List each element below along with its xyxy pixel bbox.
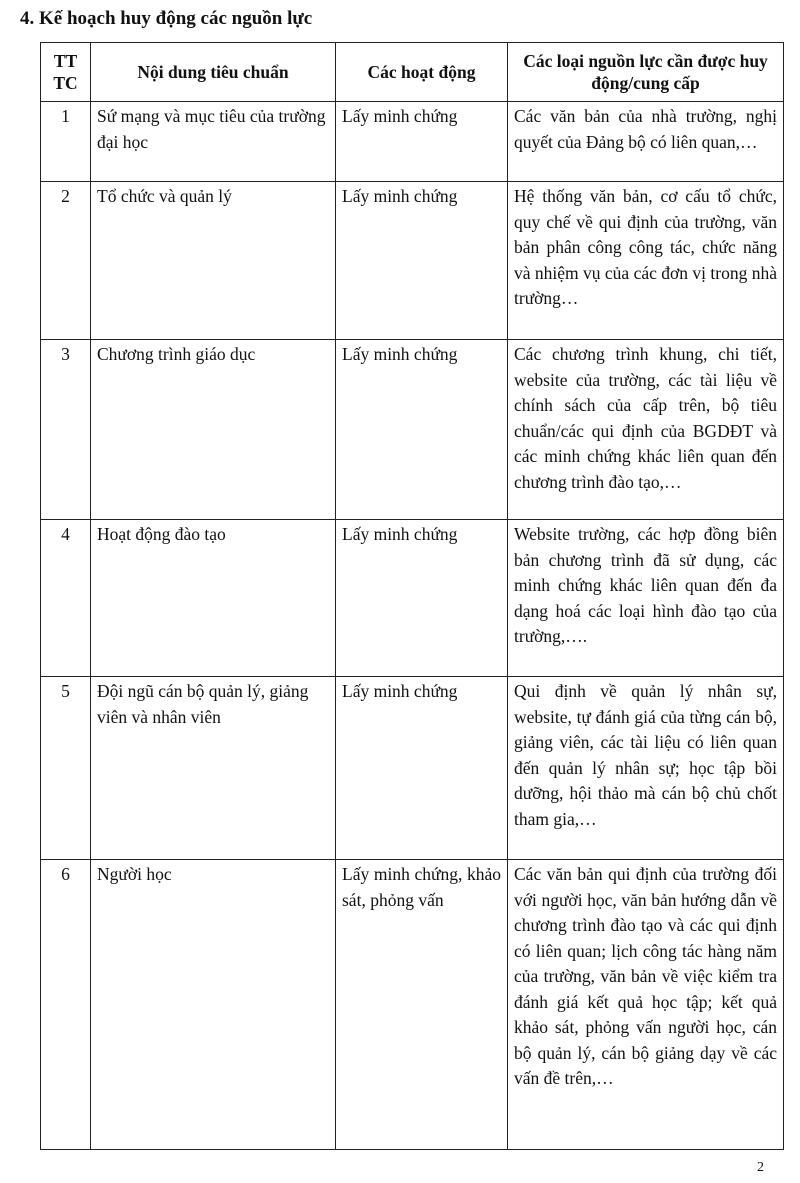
header-no: TT TC (41, 43, 91, 102)
row-resources: Các văn bản qui định của trường đối với người học, văn bản hướng dẫn về chương trình đào tạo và các qui định có liên quan; lịch công tác hàng năm của trường, văn bản về việc kiểm tra đánh giá kết quả học tập; kết quả khảo sát, phỏng vấn người học, cán bộ quản lý, cán bộ giảng dạy về các vấn đề trên,… (508, 860, 784, 1150)
row-activity: Lấy minh chứng (336, 520, 508, 677)
row-content: Chương trình giáo dục (91, 340, 336, 520)
row-content: Người học (91, 860, 336, 1150)
header-activity: Các hoạt động (336, 43, 508, 102)
table-row (41, 520, 784, 677)
table-header-row (41, 43, 784, 102)
row-number: 6 (41, 860, 91, 1150)
table-row (41, 182, 784, 340)
row-number: 5 (41, 677, 91, 860)
resource-plan-table (40, 42, 784, 1150)
row-resources: Website trường, các hợp đồng biên bản chương trình đã sử dụng, các minh chứng khác liên quan đến đa dạng hoá các loại hình đào tạo của trường,…. (508, 520, 784, 677)
row-activity: Lấy minh chứng (336, 182, 508, 340)
table-row (41, 860, 784, 1150)
row-resources: Các chương trình khung, chi tiết, website của trường, các tài liệu về chính sách của cấp trên, bộ tiêu chuẩn/các qui định của BGDĐT và các minh chứng khác liên quan đến chương trình đào tạo,… (508, 340, 784, 520)
header-content: Nội dung tiêu chuẩn (91, 43, 336, 102)
table-row (41, 102, 784, 182)
row-content: Hoạt động đào tạo (91, 520, 336, 677)
row-number: 3 (41, 340, 91, 520)
row-content: Sứ mạng và mục tiêu của trường đại học (91, 102, 336, 182)
row-activity: Lấy minh chứng, khảo sát, phỏng vấn (336, 860, 508, 1150)
header-resources: Các loại nguồn lực cần được huy động/cung cấp (508, 43, 784, 102)
row-content: Đội ngũ cán bộ quản lý, giảng viên và nhân viên (91, 677, 336, 860)
row-activity: Lấy minh chứng (336, 340, 508, 520)
row-content: Tổ chức và quản lý (91, 182, 336, 340)
row-activity: Lấy minh chứng (336, 102, 508, 182)
row-resources: Các văn bản của nhà trường, nghị quyết của Đảng bộ có liên quan,… (508, 102, 784, 182)
table-row (41, 677, 784, 860)
table-row (41, 340, 784, 520)
row-number: 1 (41, 102, 91, 182)
section-title: 4. Kế hoạch huy động các nguồn lực (20, 8, 313, 29)
row-activity: Lấy minh chứng (336, 677, 508, 860)
page-number: 2 (757, 1160, 764, 1175)
row-number: 4 (41, 520, 91, 677)
row-resources: Hệ thống văn bản, cơ cấu tổ chức, quy chế về qui định của trường, văn bản phân công công tác, chức năng và nhiệm vụ của các đơn vị trong nhà trường… (508, 182, 784, 340)
row-resources: Qui định về quản lý nhân sự, website, tự đánh giá của từng cán bộ, giảng viên, các tài liệu có liên quan đến quản lý nhân sự; học tập bồi dưỡng, hội thảo mà cán bộ chủ chốt tham gia,… (508, 677, 784, 860)
row-number: 2 (41, 182, 91, 340)
